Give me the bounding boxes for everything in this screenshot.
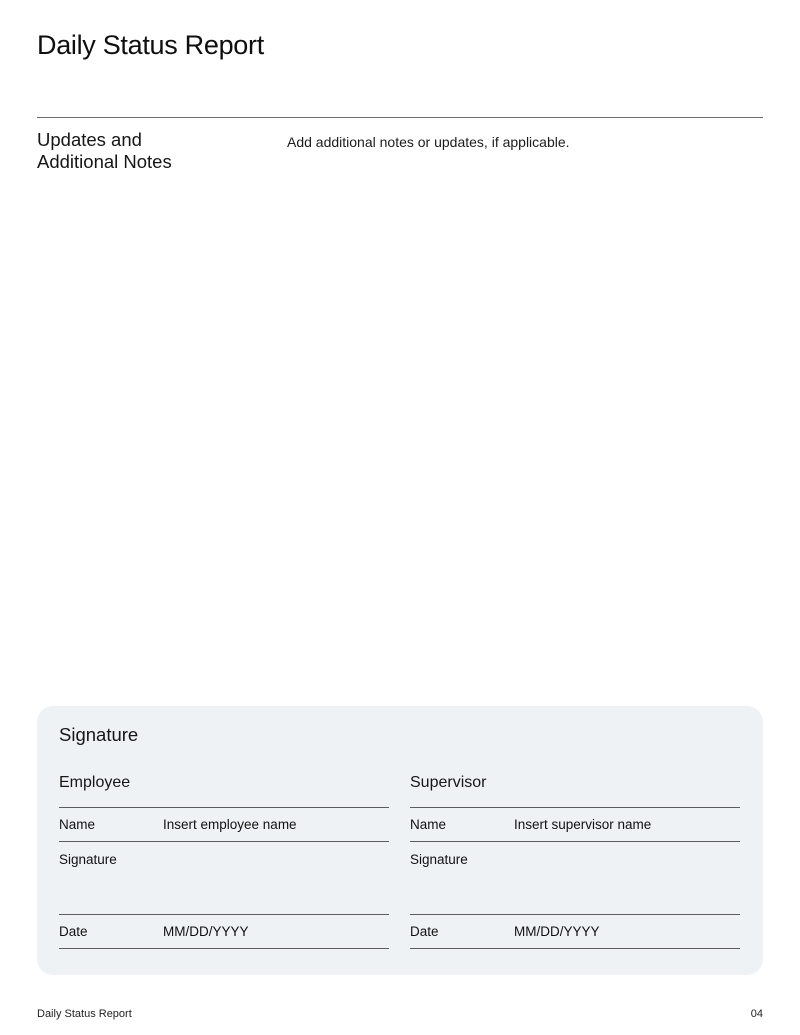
supervisor-date-field[interactable]: MM/DD/YYYY	[514, 924, 600, 939]
supervisor-name-field[interactable]: Insert supervisor name	[514, 817, 652, 832]
employee-date-row	[59, 915, 389, 948]
supervisor-name-label: Name	[410, 817, 447, 832]
signature-section-title: Signature	[59, 724, 139, 745]
page-title: Daily Status Report	[37, 30, 264, 60]
supervisor-signature-row[interactable]	[410, 842, 740, 914]
supervisor-date-row	[410, 915, 740, 948]
employee-date-field[interactable]: MM/DD/YYYY	[163, 924, 249, 939]
employee-name-field[interactable]: Insert employee name	[163, 817, 297, 832]
footer-page-number: 04	[750, 1008, 763, 1020]
employee-signature-row[interactable]	[59, 842, 389, 914]
header-divider	[37, 117, 763, 118]
supervisor-name-row	[410, 808, 740, 841]
supervisor-date-label: Date	[410, 924, 439, 939]
supervisor-signature-label: Signature	[410, 852, 468, 867]
employee-heading: Employee	[59, 774, 131, 791]
notes-text-area[interactable]	[287, 160, 763, 680]
signature-card	[37, 706, 763, 975]
supervisor-heading: Supervisor	[410, 774, 487, 791]
footer-document-name: Daily Status Report	[37, 1008, 132, 1020]
employee-signature-label: Signature	[59, 852, 117, 867]
divider	[410, 948, 740, 949]
supervisor-signature-block	[410, 774, 740, 949]
updates-section-label	[37, 129, 237, 173]
updates-hint-text: Add additional notes or updates, if applicable.	[287, 134, 570, 150]
updates-label-line1: Updates and	[37, 129, 142, 150]
employee-name-label: Name	[59, 817, 96, 832]
updates-label-line2: Additional Notes	[37, 151, 172, 172]
employee-signature-block	[59, 774, 389, 949]
employee-name-row	[59, 808, 389, 841]
employee-date-label: Date	[59, 924, 88, 939]
divider	[59, 948, 389, 949]
